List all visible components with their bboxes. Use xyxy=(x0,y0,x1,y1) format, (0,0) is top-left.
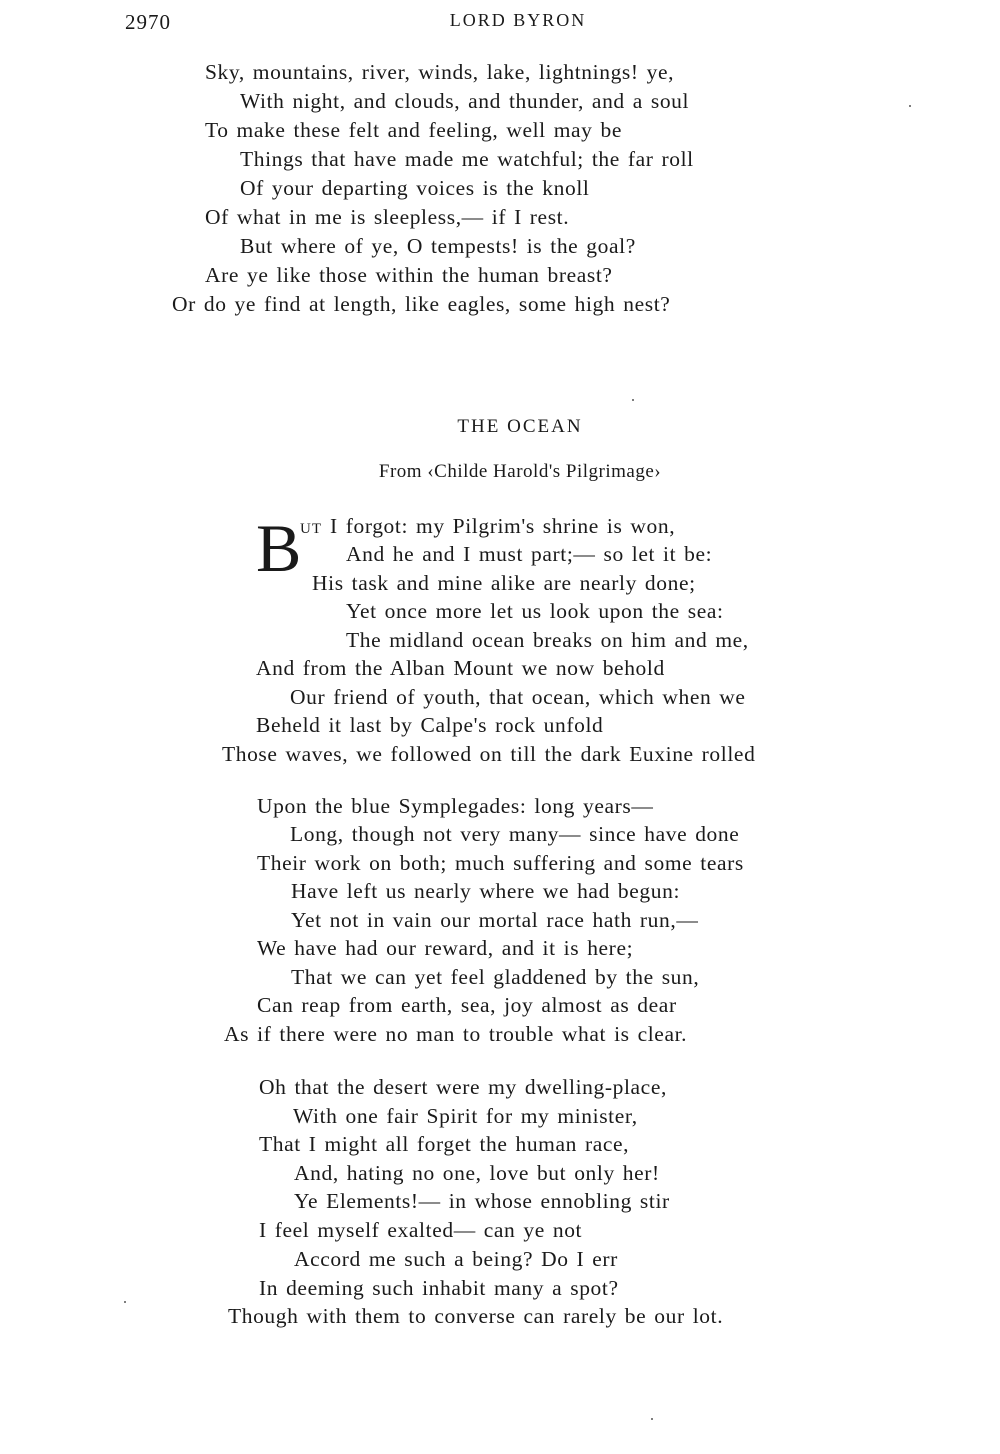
verse-line: His task and mine alike are nearly done; xyxy=(312,571,696,595)
page-number: 2970 xyxy=(125,10,171,34)
verse-line: I feel myself exalted— can ye not xyxy=(259,1218,583,1242)
verse-line: That I might all forget the human race, xyxy=(259,1132,630,1156)
scan-speck xyxy=(124,1301,126,1303)
scan-speck xyxy=(651,1418,653,1420)
verse-line: Have left us nearly where we had begun: xyxy=(291,879,681,903)
verse-line: We have had our reward, and it is here; xyxy=(257,936,634,960)
verse-line: Though with them to converse can rarely be our lot. xyxy=(228,1304,724,1328)
first-line-rest: I forgot: my Pilgrim's shrine is won, xyxy=(322,514,676,538)
drop-cap: B xyxy=(256,510,302,586)
verse-line: As if there were no man to trouble what is clear. xyxy=(224,1022,688,1046)
verse-line: Accord me such a being? Do I err xyxy=(294,1247,618,1271)
verse-line: Things that have made me watchful; the far roll xyxy=(240,147,694,171)
verse-line: Our friend of youth, that ocean, which when we xyxy=(290,685,746,709)
verse-line: Of your departing voices is the knoll xyxy=(240,176,590,200)
verse-line: In deeming such inhabit many a spot? xyxy=(259,1276,619,1300)
verse-line: Their work on both; much suffering and some tears xyxy=(257,851,744,875)
verse-line: With night, and clouds, and thunder, and a soul xyxy=(240,89,690,113)
verse-line: Of what in me is sleepless,— if I rest. xyxy=(205,205,570,229)
scan-speck xyxy=(909,105,911,107)
poem-source: From ‹Childe Harold's Pilgrimage› xyxy=(378,461,662,482)
verse-line: The midland ocean breaks on him and me, xyxy=(346,628,749,652)
verse-line: Oh that the desert were my dwelling-place, xyxy=(259,1075,667,1099)
scan-speck xyxy=(632,399,634,401)
verse-line: And from the Alban Mount we now behold xyxy=(256,656,665,680)
verse-line: Beheld it last by Calpe's rock unfold xyxy=(256,713,604,737)
verse-line: Are ye like those within the human breast? xyxy=(205,263,613,287)
small-caps-word: UT xyxy=(300,521,322,537)
verse-line: To make these felt and feeling, well may be xyxy=(205,118,622,142)
verse-line: And he and I must part;— so let it be: xyxy=(346,542,713,566)
verse-line: Yet once more let us look upon the sea: xyxy=(346,599,724,623)
verse-line: Long, though not very many— since have done xyxy=(290,822,740,846)
verse-line: Sky, mountains, river, winds, lake, lightnings! ye, xyxy=(205,60,675,84)
poem-title: THE OCEAN xyxy=(457,416,583,437)
verse-line: Can reap from earth, sea, joy almost as dear xyxy=(257,993,677,1017)
verse-line: And, hating no one, love but only her! xyxy=(294,1161,660,1185)
verse-line: But where of ye, O tempests! is the goal? xyxy=(240,234,636,258)
running-head: LORD BYRON xyxy=(449,10,587,30)
verse-line: Or do ye find at length, like eagles, some high nest? xyxy=(172,292,671,316)
verse-line: Upon the blue Symplegades: long years— xyxy=(257,794,654,818)
verse-line xyxy=(300,514,675,539)
verse-line: Yet not in vain our mortal race hath run,— xyxy=(291,908,699,932)
verse-line: Ye Elements!— in whose ennobling stir xyxy=(294,1189,670,1213)
verse-line: That we can yet feel gladdened by the sun, xyxy=(291,965,700,989)
verse-line: With one fair Spirit for my minister, xyxy=(293,1104,638,1128)
verse-line: Those waves, we followed on till the dark Euxine rolled xyxy=(222,742,756,766)
